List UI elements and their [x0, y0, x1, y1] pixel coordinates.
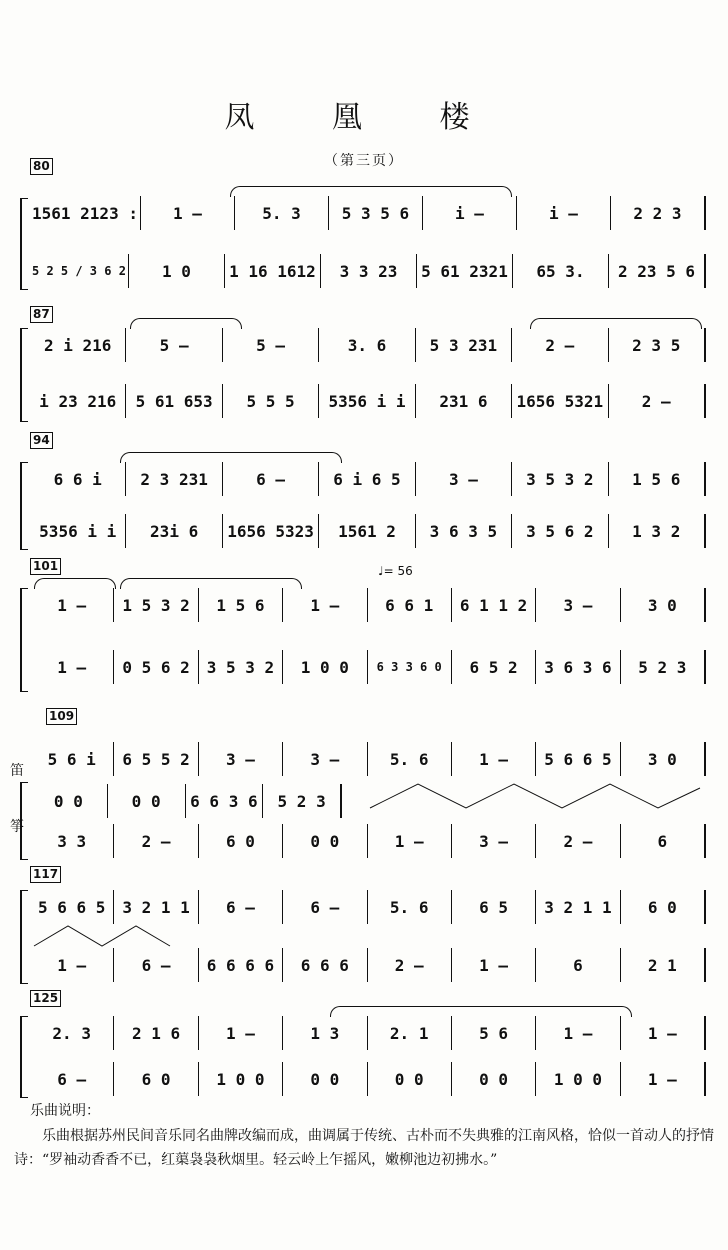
- lower-staff: [30, 948, 706, 982]
- measure: 5 2 3: [263, 784, 342, 818]
- measure: 1 –: [621, 1062, 706, 1096]
- measure: 3 2 1 1: [536, 890, 620, 924]
- measure-number: 94: [30, 432, 53, 449]
- slur: [120, 578, 302, 589]
- measure: 6 6 i: [30, 462, 126, 496]
- tempo-mark: ♩= 56: [378, 564, 413, 578]
- measure: 6 –: [114, 948, 198, 982]
- measure: 5 2 5 / 3 6 2: [30, 254, 129, 288]
- upper-staff: [30, 196, 706, 230]
- staff-bracket: [20, 462, 28, 550]
- measure: 1 –: [30, 588, 114, 622]
- measure: 1 3 2: [609, 514, 706, 548]
- staff-bracket: [20, 588, 28, 692]
- measure-number: 125: [30, 990, 61, 1007]
- measure: 23i 6: [126, 514, 222, 548]
- measure: 1561 2: [319, 514, 415, 548]
- measure: 3. 6: [319, 328, 415, 362]
- staff-bracket: [20, 198, 28, 290]
- measure: 2 3 5: [609, 328, 706, 362]
- measure: 5 5 5: [223, 384, 319, 418]
- measure: 1 0 0: [199, 1062, 283, 1096]
- measure: 0 0: [452, 1062, 536, 1096]
- measure: 3 6 3 6: [536, 650, 620, 684]
- measure: 65 3.: [513, 254, 609, 288]
- measure: 2 –: [536, 824, 620, 858]
- zheng-upper-staff: [30, 784, 342, 818]
- lower-staff: [30, 650, 706, 684]
- measure: 0 0: [108, 784, 186, 818]
- measure: 1 –: [283, 588, 367, 622]
- measure: 2. 1: [368, 1016, 452, 1050]
- measure: 1 –: [368, 824, 452, 858]
- measure: 1 0 0: [536, 1062, 620, 1096]
- measure: 6 0: [199, 824, 283, 858]
- measure: 231 6: [416, 384, 512, 418]
- measure: 1656 5323: [223, 514, 319, 548]
- measure: 5. 3: [235, 196, 329, 230]
- measure: 5. 6: [368, 890, 452, 924]
- measure: 6 6 6: [283, 948, 367, 982]
- measure-number: 117: [30, 866, 61, 883]
- measure: 5356 i i: [30, 514, 126, 548]
- zheng-lower-staff: [30, 824, 706, 858]
- measure: 5 61 2321: [417, 254, 513, 288]
- slur: [530, 318, 702, 329]
- zheng-label: 筝: [10, 819, 24, 835]
- measure: 3 –: [283, 742, 367, 776]
- measure: i –: [423, 196, 517, 230]
- measure: 6 0: [114, 1062, 198, 1096]
- measure: 5 2 3: [621, 650, 706, 684]
- measure: 2 –: [609, 384, 706, 418]
- measure: 1 0 0: [283, 650, 367, 684]
- measure: 2 3 231: [126, 462, 222, 496]
- system-87: [0, 306, 728, 426]
- system-117: [0, 866, 728, 986]
- measure: 0 0: [368, 1062, 452, 1096]
- measure: 1 –: [621, 1016, 706, 1050]
- measure: i 23 216: [30, 384, 126, 418]
- measure: 2 2 3: [611, 196, 706, 230]
- measure: 5356 i i: [319, 384, 415, 418]
- measure: 2 1 6: [114, 1016, 198, 1050]
- measure: 6 6 3 6: [186, 784, 264, 818]
- flute-label: 笛: [10, 763, 24, 779]
- measure: 6 6 1: [368, 588, 452, 622]
- staff-bracket: [20, 782, 28, 860]
- system-109: [0, 708, 728, 868]
- measure: 3 0: [621, 742, 706, 776]
- slur: [230, 186, 512, 197]
- measure: 1 16 1612: [225, 254, 321, 288]
- measure: 1656 5321: [512, 384, 608, 418]
- measure-number: 87: [30, 306, 53, 323]
- lower-staff: [30, 514, 706, 548]
- measure: 6 0: [621, 890, 706, 924]
- flute-staff: [30, 742, 706, 776]
- staff-bracket: [20, 1016, 28, 1098]
- measure: 2. 3: [30, 1016, 114, 1050]
- measure: 5 61 653: [126, 384, 222, 418]
- measure: 2 1: [621, 948, 706, 982]
- measure: 6 –: [199, 890, 283, 924]
- measure: 1561 2123 :: [30, 196, 141, 230]
- measure: 5 3 5 6: [329, 196, 423, 230]
- glissando-zigzag: [34, 924, 184, 948]
- measure: 6 5 2: [452, 650, 536, 684]
- measure: 2 –: [114, 824, 198, 858]
- glissando-zigzag: [370, 780, 700, 810]
- measure: 6 6 6 6: [199, 948, 283, 982]
- measure: 3 –: [536, 588, 620, 622]
- measure: 5 6 6 5: [30, 890, 114, 924]
- measure: i –: [517, 196, 611, 230]
- staff-bracket: [20, 328, 28, 422]
- measure-number: 109: [46, 708, 77, 725]
- measure: 2 i 216: [30, 328, 126, 362]
- measure: 1 –: [30, 650, 114, 684]
- measure-number: 101: [30, 558, 61, 575]
- measure: 5 3 231: [416, 328, 512, 362]
- measure: 3 3 23: [321, 254, 417, 288]
- measure: 1 –: [30, 948, 114, 982]
- measure: 3 –: [452, 824, 536, 858]
- measure: 3 5 3 2: [199, 650, 283, 684]
- measure: 3 2 1 1: [114, 890, 198, 924]
- measure: 6 –: [283, 890, 367, 924]
- upper-staff: [30, 462, 706, 496]
- measure: 3 5 6 2: [512, 514, 608, 548]
- slur: [130, 318, 242, 329]
- measure: 1 5 3 2: [114, 588, 198, 622]
- notes-body: 乐曲根据苏州民间音乐同名曲牌改编而成，曲调属于传统、古朴而不失典雅的江南风格，恰似一首动人的抒情诗：“罗袖动香香不已，红蕖袅袅秋烟里。轻云岭上乍摇风，嫩柳池边初拂水。”: [14, 1128, 714, 1168]
- measure: 6 5 5 2: [114, 742, 198, 776]
- measure: 2 –: [512, 328, 608, 362]
- measure: 6 i 6 5: [319, 462, 415, 496]
- measure: 6 3 3 6 0: [368, 650, 452, 684]
- slur: [330, 1006, 632, 1017]
- upper-staff: [30, 890, 706, 924]
- upper-staff: [30, 328, 706, 362]
- measure: 1 –: [199, 1016, 283, 1050]
- system-101: [0, 558, 728, 698]
- measure: 5 –: [223, 328, 319, 362]
- lower-staff: [30, 384, 706, 418]
- measure: 6: [536, 948, 620, 982]
- measure: 0 0: [283, 824, 367, 858]
- measure: 2 23 5 6: [609, 254, 706, 288]
- measure: 1 0: [129, 254, 225, 288]
- measure: 1 –: [452, 948, 536, 982]
- measure: 3 0: [621, 588, 706, 622]
- measure-number: 80: [30, 158, 53, 175]
- measure: 0 0: [30, 784, 108, 818]
- measure: 0 5 6 2: [114, 650, 198, 684]
- system-80: [0, 158, 728, 298]
- measure: 6: [621, 824, 706, 858]
- measure: 1 5 6: [199, 588, 283, 622]
- system-125: [0, 990, 728, 1100]
- measure: 5. 6: [368, 742, 452, 776]
- piece-title: 凤 凰 楼: [224, 100, 504, 135]
- slur: [120, 452, 342, 463]
- measure: 1 –: [452, 742, 536, 776]
- page-label: （第三页）: [324, 153, 404, 169]
- measure: 0 0: [283, 1062, 367, 1096]
- upper-staff: [30, 588, 706, 622]
- staff-bracket: [20, 890, 28, 984]
- lower-staff: [30, 1062, 706, 1096]
- system-94: [0, 432, 728, 552]
- measure: 5 6: [452, 1016, 536, 1050]
- measure: 1 –: [536, 1016, 620, 1050]
- upper-staff: [30, 1016, 706, 1050]
- measure: 2 –: [368, 948, 452, 982]
- measure: 3 6 3 5: [416, 514, 512, 548]
- measure: 3 3: [30, 824, 114, 858]
- measure: 5 6 i: [30, 742, 114, 776]
- measure: 6 5: [452, 890, 536, 924]
- measure: 1 3: [283, 1016, 367, 1050]
- notes-heading: 乐曲说明：: [30, 1103, 100, 1119]
- measure: 6 –: [30, 1062, 114, 1096]
- measure: 3 –: [416, 462, 512, 496]
- measure: 5 –: [126, 328, 222, 362]
- lower-staff: [30, 254, 706, 288]
- measure: 6 –: [223, 462, 319, 496]
- measure: 1 –: [141, 196, 235, 230]
- measure: 3 –: [199, 742, 283, 776]
- measure: 1 5 6: [609, 462, 706, 496]
- measure: 3 5 3 2: [512, 462, 608, 496]
- slur: [34, 578, 116, 589]
- measure: 5 6 6 5: [536, 742, 620, 776]
- measure: 6 1 1 2: [452, 588, 536, 622]
